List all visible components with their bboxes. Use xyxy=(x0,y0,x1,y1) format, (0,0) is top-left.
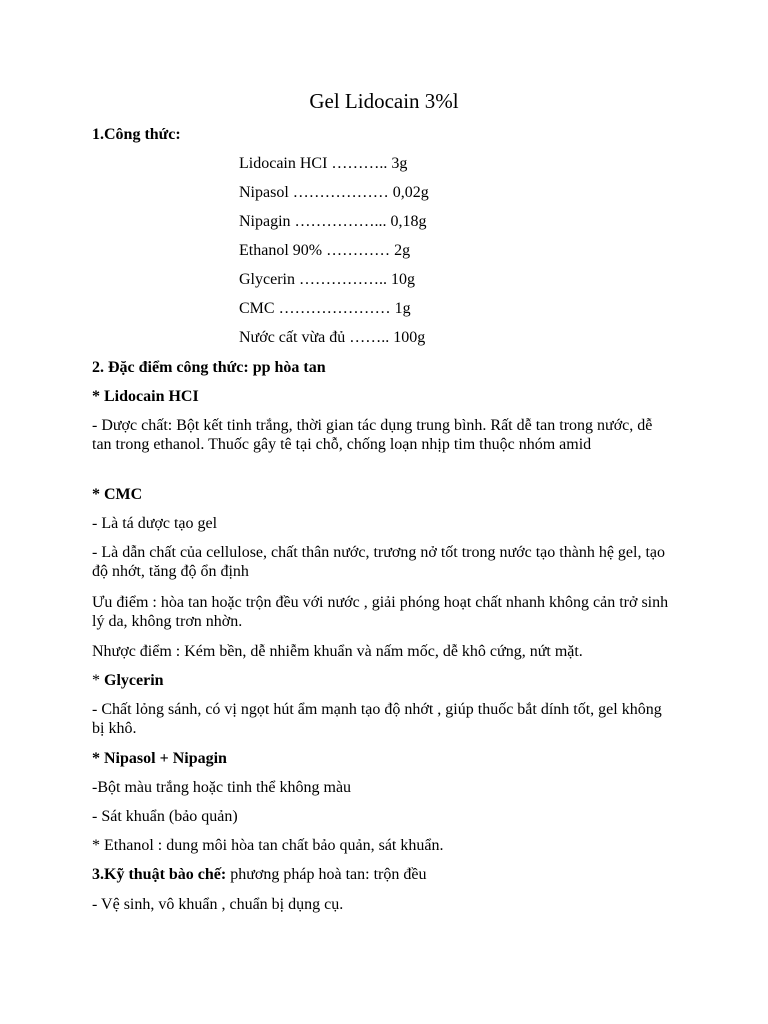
nipa-line-1: -Bột màu trắng hoặc tinh thể không màu xyxy=(92,779,352,796)
cmc-heading-text: * CMC xyxy=(92,486,143,503)
section-3-heading-text: 3.Kỹ thuật bào chế: xyxy=(92,866,227,883)
ingredient-nipagin: Nipagin ……………... 0,18g xyxy=(239,213,427,230)
section-2-heading-text: 2. Đặc điểm công thức: pp hòa tan xyxy=(92,359,326,376)
lidocain-description: - Dược chất: Bột kết tinh trắng, thời gian tác dụng trung bình. Rất dễ tan trong nước, dễ tan trong ethanol. Thuốc gây tê tại chỗ, chống loạn nhịp tim thuộc nhóm amid xyxy=(92,417,653,453)
glycerin-description: - Chất lỏng sánh, có vị ngọt hút ẩm mạnh tạo độ nhớt , giúp thuốc bắt dính tốt, gel không bị khô. xyxy=(92,701,662,737)
nipa-heading xyxy=(92,749,672,768)
section-2-heading xyxy=(92,358,672,377)
cmc-disadvantage: Nhược điểm : Kém bền, dễ nhiễm khuẩn và nấm mốc, dễ khô cứng, nứt mặt. xyxy=(92,643,583,660)
section-3-heading xyxy=(92,865,672,884)
ingredient-water: Nước cất vừa đủ …….. 100g xyxy=(239,329,426,346)
section-3-heading-rest: phương pháp hoà tan: trộn đều xyxy=(226,866,427,883)
section-1-heading xyxy=(92,125,672,144)
ingredient-nipasol: Nipasol ……………… 0,02g xyxy=(239,184,429,201)
cmc-heading xyxy=(92,485,672,504)
glycerin-bullet: * xyxy=(92,672,104,689)
cmc-line-2: - Là dẫn chất của cellulose, chất thân nước, trương nở tốt trong nước tạo thành hệ gel, tạo độ nhớt, tăng độ ổn định xyxy=(92,544,666,580)
lidocain-heading xyxy=(92,387,672,406)
ingredient-lidocain: Lidocain HCI ……….. 3g xyxy=(239,155,408,172)
lidocain-heading-text: * Lidocain HCI xyxy=(92,388,199,405)
ingredient-ethanol: Ethanol 90% ………… 2g xyxy=(239,242,411,259)
ingredient-glycerin: Glycerin …………….. 10g xyxy=(239,271,415,288)
ingredient-cmc: CMC ………………… 1g xyxy=(239,300,411,317)
section-3-line-1: - Vệ sinh, vô khuẩn , chuẩn bị dụng cụ. xyxy=(92,896,344,913)
section-1-heading-text: 1.Công thức: xyxy=(92,126,181,143)
cmc-advantage: Ưu điểm : hòa tan hoặc trộn đều với nước , giải phóng hoạt chất nhanh không cản trở sinh lý da, không trơn nhờn. xyxy=(92,594,669,630)
document-title: Gel Lidocain 3%l xyxy=(309,89,459,113)
glycerin-heading-text: Glycerin xyxy=(104,672,164,689)
cmc-line-1: - Là tá dược tạo gel xyxy=(92,515,218,532)
ethanol-line: * Ethanol : dung môi hòa tan chất bảo quản, sát khuẩn. xyxy=(92,837,444,854)
nipa-heading-text: * Nipasol + Nipagin xyxy=(92,750,227,767)
nipa-line-2: - Sát khuẩn (bảo quản) xyxy=(92,808,238,825)
glycerin-heading xyxy=(92,671,672,690)
